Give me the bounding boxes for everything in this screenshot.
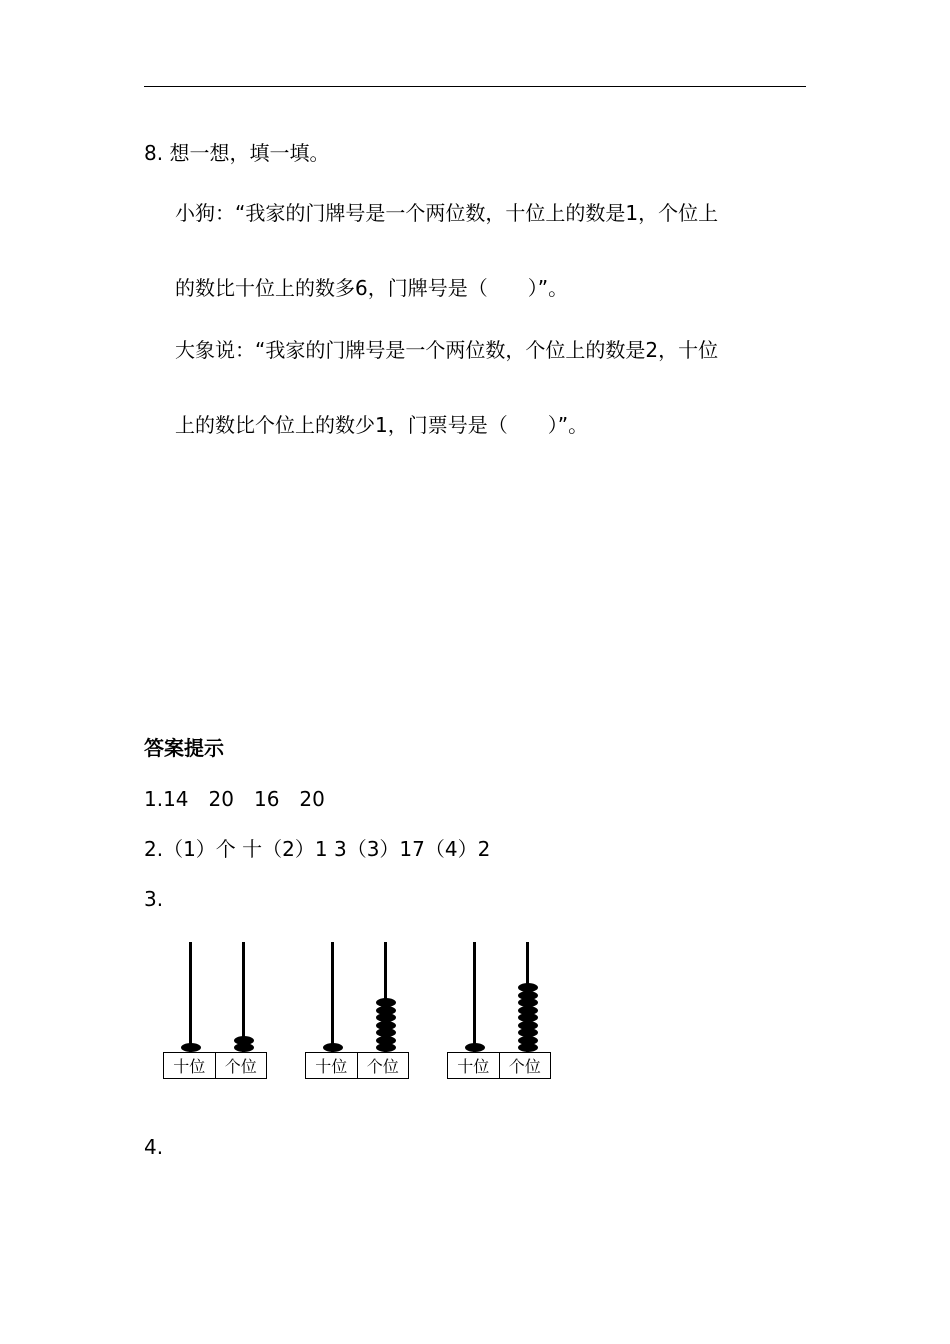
answer-3: 3. bbox=[144, 887, 164, 911]
abacus-tens-rod bbox=[331, 942, 334, 1052]
answer-4: 4. bbox=[144, 1135, 164, 1159]
tens-bead bbox=[323, 1043, 343, 1052]
dog-statement-line-2: 的数比十位上的数多6，门牌号是（ ）”。 bbox=[175, 276, 569, 300]
elephant-statement-line-2: 上的数比个位上的数少1，门票号是（ ）”。 bbox=[175, 413, 589, 437]
ones-label: 个位 bbox=[357, 1053, 409, 1078]
tens-bead bbox=[465, 1043, 485, 1052]
tens-label: 十位 bbox=[315, 1057, 348, 1076]
header-rule bbox=[144, 86, 806, 87]
question-8-title: 8. 想一想，填一填。 bbox=[144, 141, 330, 165]
elephant-statement-line-1: 大象说：“我家的门牌号是一个两位数，个位上的数是2，十位 bbox=[175, 338, 719, 362]
abacus-2 bbox=[305, 940, 409, 1080]
ones-bead bbox=[518, 983, 538, 992]
answers-heading: 答案提示 bbox=[144, 736, 224, 760]
abacus-label-box bbox=[305, 1052, 409, 1079]
answer-1: 1.14 20 16 20 bbox=[144, 787, 325, 811]
answer-2: 2.（1）个 十（2）1 3（3）17（4）2 bbox=[144, 837, 491, 861]
dog-statement-line-1: 小狗：“我家的门牌号是一个两位数，十位上的数是1，个位上 bbox=[175, 201, 719, 225]
ones-bead bbox=[234, 1036, 254, 1045]
tens-bead bbox=[181, 1043, 201, 1052]
abacus-label-box bbox=[447, 1052, 551, 1079]
tens-label: 十位 bbox=[173, 1057, 206, 1076]
ones-bead bbox=[376, 998, 396, 1007]
abacus-label-box bbox=[163, 1052, 267, 1079]
abacus-tens-rod bbox=[189, 942, 192, 1052]
abacus-1 bbox=[163, 940, 267, 1080]
abacus-3 bbox=[447, 940, 551, 1080]
tens-label: 十位 bbox=[457, 1057, 490, 1076]
ones-label: 个位 bbox=[499, 1053, 551, 1078]
abacus-tens-rod bbox=[473, 942, 476, 1052]
ones-label: 个位 bbox=[215, 1053, 267, 1078]
